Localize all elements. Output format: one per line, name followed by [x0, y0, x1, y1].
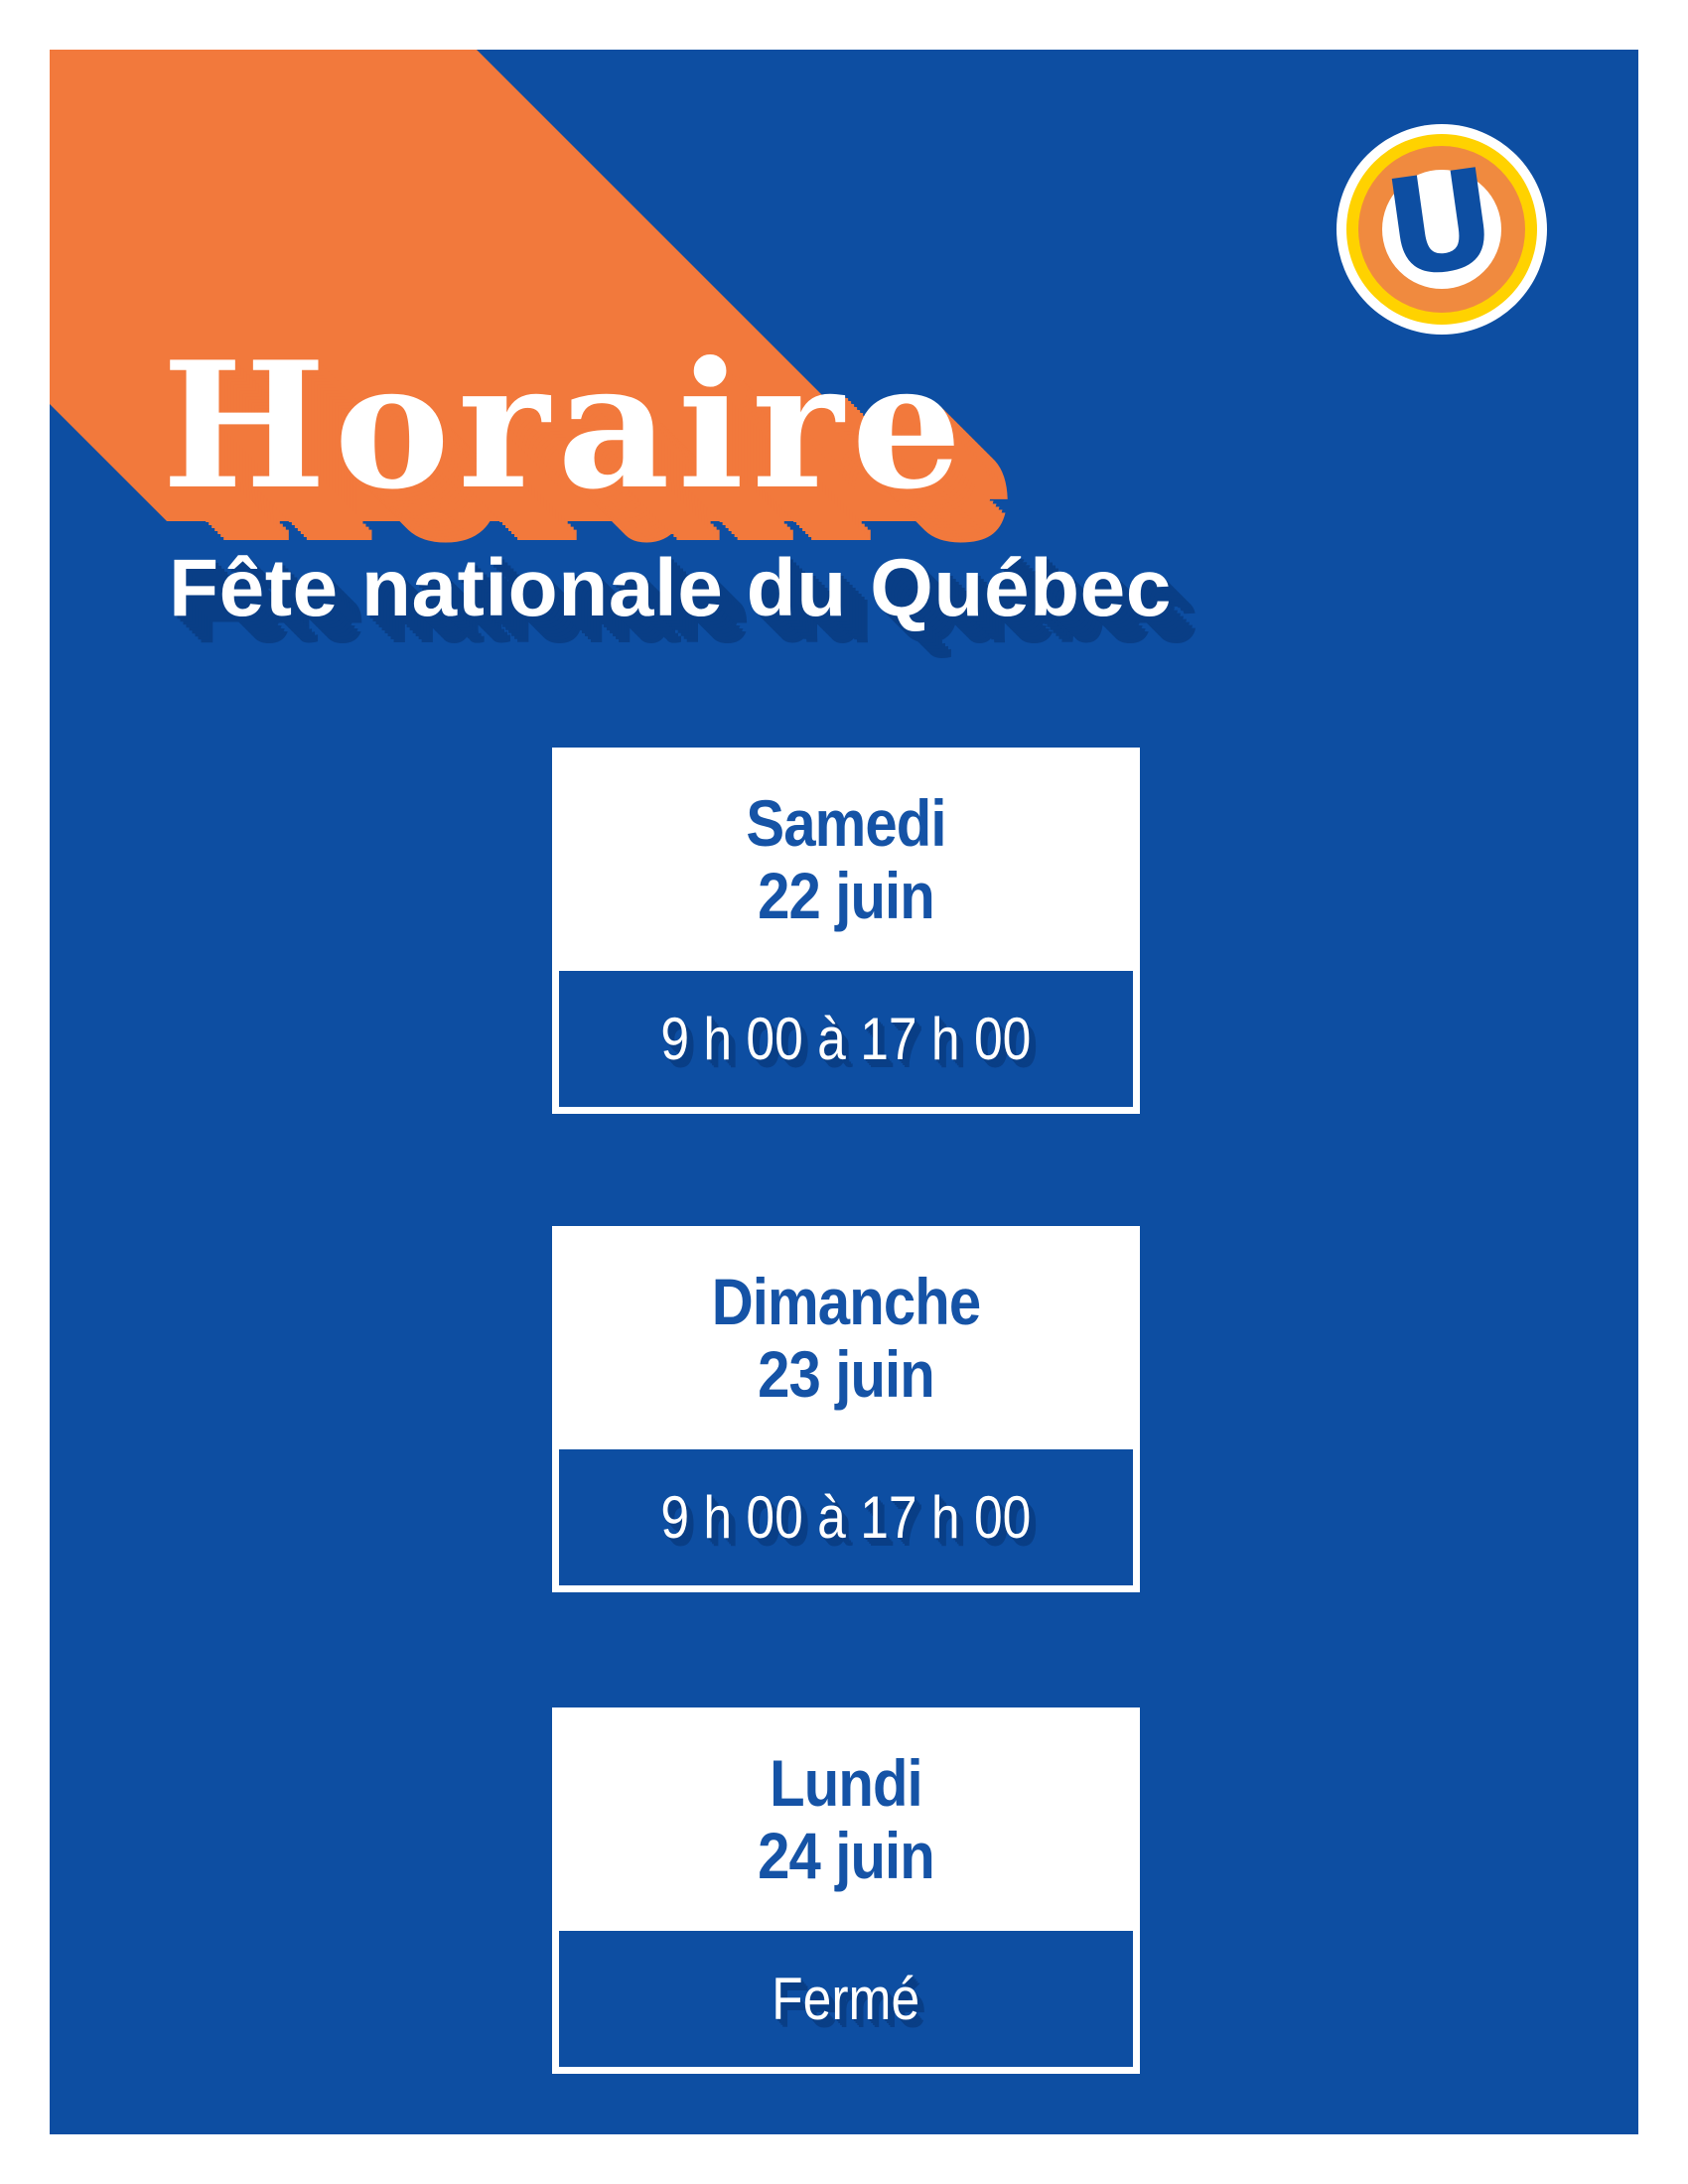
logo-inner-disc — [1375, 138, 1506, 309]
poster-panel — [50, 50, 1638, 2134]
day-block — [588, 1707, 1105, 1931]
schedule-card-sunday — [552, 1226, 1140, 1592]
date-label: 23 juin — [758, 1336, 934, 1411]
hours-box — [559, 1931, 1133, 2067]
schedule-card-saturday — [552, 748, 1140, 1114]
logo-letter: U — [1375, 138, 1506, 309]
day-label: Samedi — [746, 785, 946, 860]
day-label: Lundi — [770, 1745, 922, 1820]
schedule-card-monday — [552, 1707, 1140, 2074]
page-title: Horaire — [162, 325, 970, 528]
hours-box — [559, 971, 1133, 1107]
hours-label: Fermé — [772, 1965, 920, 2032]
day-block — [588, 748, 1105, 971]
hours-label: 9 h 00 à 17 h 00 — [660, 1483, 1032, 1551]
brand-logo — [1336, 124, 1547, 335]
date-label: 24 juin — [758, 1818, 934, 1892]
day-block — [588, 1226, 1105, 1449]
hours-label: 9 h 00 à 17 h 00 — [660, 1005, 1032, 1072]
hours-box — [559, 1449, 1133, 1585]
page-subtitle: Fête nationale du Québec — [169, 543, 1172, 633]
day-label: Dimanche — [711, 1264, 981, 1338]
date-label: 22 juin — [758, 858, 934, 932]
